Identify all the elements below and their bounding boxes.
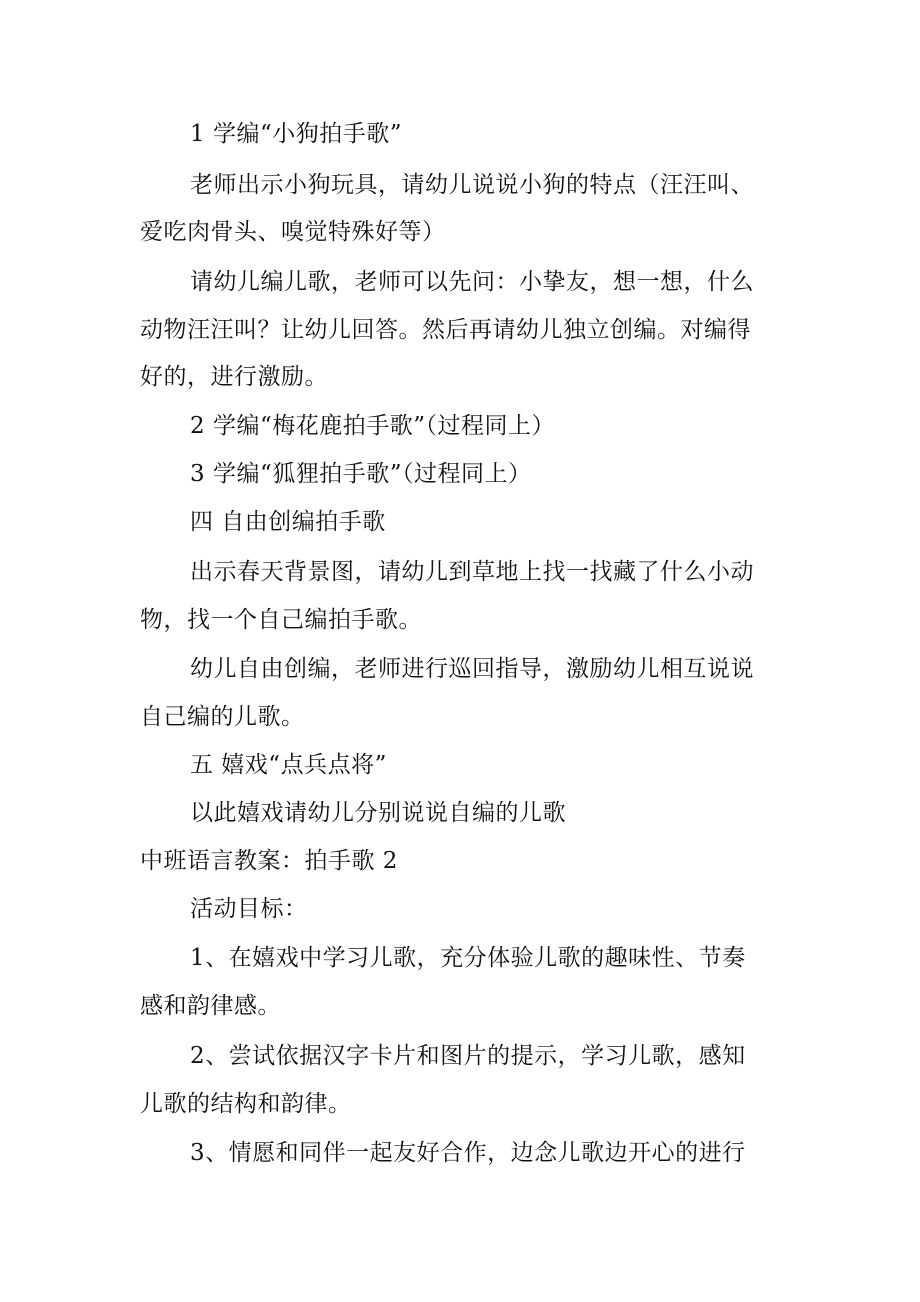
text-line: 1、在嬉戏中学习儿歌，充分体验儿歌的趣味性、节奏 xyxy=(190,945,746,971)
text-line: 3、情愿和同伴一起友好合作，边念儿歌边开心的进行 xyxy=(190,1140,746,1166)
text-line: 物，找一个自己编拍手歌。 xyxy=(140,607,422,633)
text-line: 请幼儿编儿歌，老师可以先问：小挚友，想一想，什么 xyxy=(190,269,754,295)
text-line: 2 学编“梅花鹿拍手歌”（过程同上） xyxy=(190,413,555,439)
text-line: 出示春天背景图，请幼儿到草地上找一找藏了什么小动 xyxy=(190,559,754,585)
text-line: 爱吃肉骨头、嗅觉特殊好等） xyxy=(140,219,446,245)
text-line: 3 学编“狐狸拍手歌”（过程同上） xyxy=(190,461,532,487)
text-line: 好的，进行激励。 xyxy=(140,364,328,390)
text-line: 以此嬉戏请幼儿分别说说自编的儿歌 xyxy=(190,800,566,826)
document-title: 中班语言教案：拍手歌 2 xyxy=(140,848,398,874)
text-line: 老师出示小狗玩具，请幼儿说说小狗的特点（汪汪叫、 xyxy=(190,172,754,198)
text-line: 2、尝试依据汉字卡片和图片的提示，学习儿歌，感知 xyxy=(190,1043,746,1069)
text-line: 自己编的儿歌。 xyxy=(140,704,305,730)
text-line: 1 学编“小狗拍手歌” xyxy=(190,121,402,147)
section-heading: 五 嬉戏“点兵点将” xyxy=(190,752,387,778)
text-line: 儿歌的结构和韵律。 xyxy=(140,1091,352,1117)
text-line: 幼儿自由创编，老师进行巡回指导，激励幼儿相互说说 xyxy=(190,656,754,682)
section-heading: 活动目标： xyxy=(190,896,308,922)
section-heading: 四 自由创编拍手歌 xyxy=(190,509,386,535)
text-line: 感和韵律感。 xyxy=(140,993,281,1019)
text-line: 动物汪汪叫？让幼儿回答。然后再请幼儿独立创编。对编得 xyxy=(140,317,751,343)
